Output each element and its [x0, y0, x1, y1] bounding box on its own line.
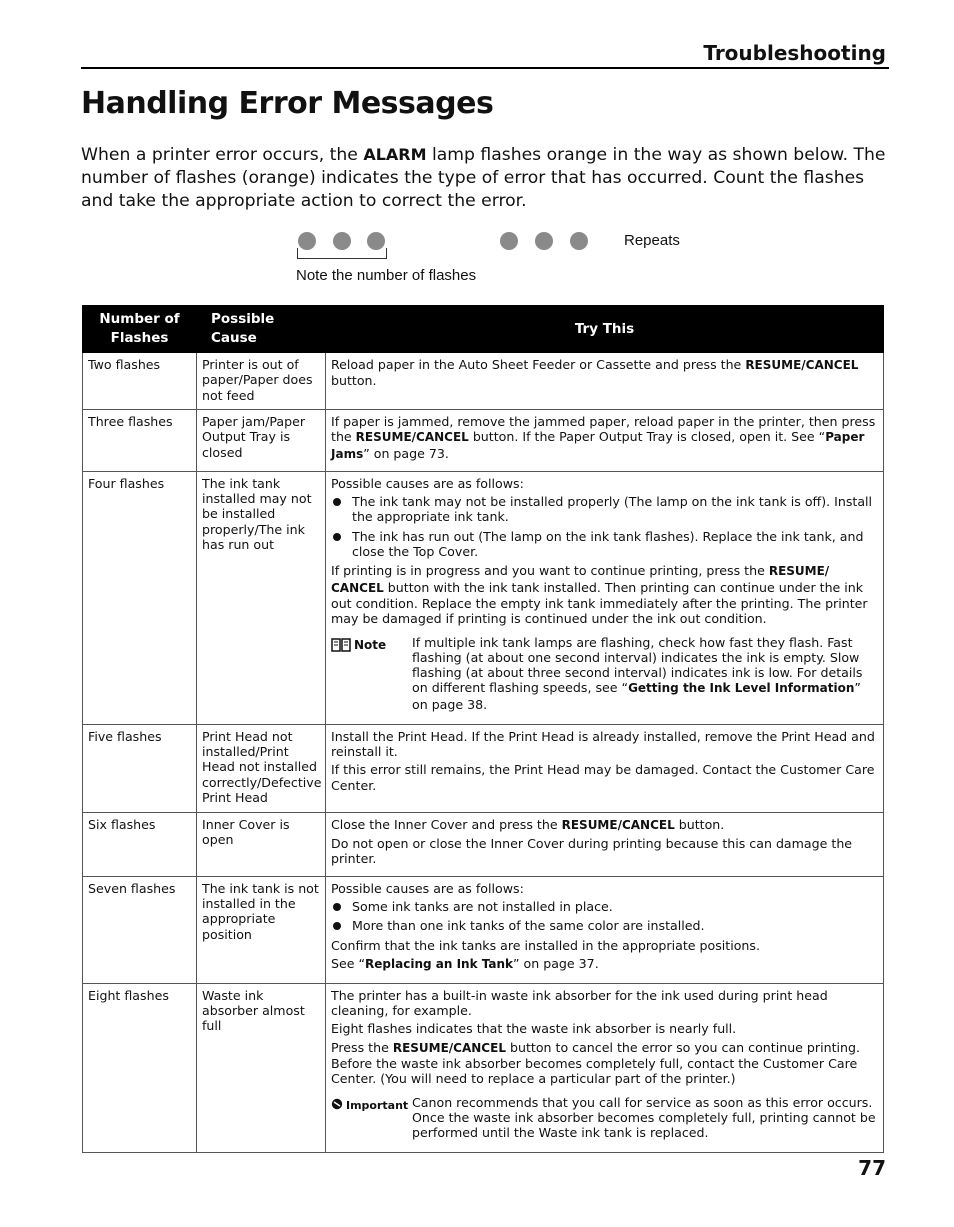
- cross-reference: Paper Jams: [331, 430, 865, 461]
- action-text: Eight flashes indicates that the waste ink absorber is nearly full.: [331, 1021, 737, 1037]
- header-number-of-flashes: Number of Flashes: [83, 306, 197, 353]
- try-this: [326, 812, 884, 876]
- possible-cause: Waste ink absorber almost full: [197, 983, 326, 1152]
- table-row: [83, 724, 884, 812]
- flash-count: Five flashes: [83, 724, 197, 812]
- count-bracket: [297, 248, 387, 259]
- intro-text-start: When a printer error occurs, the: [81, 145, 364, 165]
- note-label: Note: [354, 637, 387, 652]
- note-callout: [331, 635, 878, 712]
- list-item: Some ink tanks are not installed in place.: [331, 899, 878, 914]
- try-this: [326, 410, 884, 472]
- text: ” on page 38.: [412, 680, 861, 712]
- table-row: [83, 410, 884, 472]
- important-tag: [331, 1095, 412, 1141]
- possible-cause: Inner Cover is open: [197, 812, 326, 876]
- flash-dot: [500, 232, 518, 250]
- possible-cause: Print Head not installed/Print Head not installed correctly/Defective Print Head: [197, 724, 326, 812]
- action-text: [331, 563, 878, 626]
- text: Reload paper in the Auto Sheet Feeder or Cassette and press the: [331, 357, 746, 372]
- action-text: Do not open or close the Inner Cover during printing because this can damage the printer.: [331, 836, 853, 867]
- list-item: More than one ink tanks of the same color are installed.: [331, 918, 878, 933]
- text: button.: [674, 816, 725, 832]
- text: Press the: [331, 1039, 393, 1055]
- action-text: If this error still remains, the Print Head may be damaged. Contact the Customer Care Center.: [331, 762, 875, 793]
- important-callout: [331, 1095, 878, 1141]
- action-text: [331, 956, 878, 972]
- text: If multiple ink tank lamps are flashing, check how fast they flash. Fast flashing (at about one second interval) indicates the ink is empty. Slow flashing (at about three second interval) indicates ink is low. For details on different flashing speeds, see “: [412, 634, 863, 696]
- flash-count: Six flashes: [83, 812, 197, 876]
- text: button. If the Paper Output Tray is closed, open it. See “: [468, 429, 826, 445]
- button-name: RESUME/CANCEL: [561, 817, 675, 832]
- button-name: RESUME/ CANCEL: [331, 564, 830, 595]
- cross-reference: Replacing an Ink Tank: [365, 956, 513, 971]
- table-header-row: [83, 306, 884, 353]
- cause-list: [331, 494, 878, 559]
- text: If paper is jammed, remove the jammed paper, reload paper in the printer, then press the: [331, 414, 876, 445]
- note-flashes-label: Note the number of flashes: [296, 267, 477, 284]
- alarm-lamp-name: ALARM: [363, 145, 427, 164]
- text: ” on page 37.: [513, 955, 599, 971]
- cause-list: [331, 899, 878, 934]
- note-tag: [331, 635, 412, 712]
- action-text: [331, 414, 878, 462]
- action-text: Possible causes are as follows:: [331, 880, 524, 896]
- important-label: Important: [346, 1098, 409, 1112]
- try-this: [326, 983, 884, 1152]
- text: ” on page 73.: [363, 445, 449, 461]
- possible-cause: Printer is out of paper/Paper does not feed: [197, 353, 326, 410]
- list-item: The ink has run out (The lamp on the ink tank flashes). Replace the ink tank, and close the Top Cover.: [331, 529, 878, 560]
- button-name: RESUME/CANCEL: [745, 358, 859, 372]
- action-text: Possible causes are as follows:: [331, 475, 524, 491]
- text: See “: [331, 955, 366, 971]
- possible-cause: The ink tank installed may not be installed properly/The ink has run out: [197, 471, 326, 724]
- table-row: [83, 471, 884, 724]
- possible-cause: The ink tank is not installed in the appropriate position: [197, 876, 326, 983]
- header-try-this: Try This: [326, 306, 884, 353]
- warning-icon: [331, 1098, 343, 1110]
- button-name: RESUME/CANCEL: [355, 430, 469, 445]
- text: button with the ink tank installed. Then printing can continue under the ink out condition. Replace the empty ink tank immediately after the printing. The printer may be damaged if printing is continued under the ink out condition.: [331, 579, 868, 627]
- action-text: [331, 1040, 878, 1087]
- flash-dot: [570, 232, 588, 250]
- cross-reference: Getting the Ink Level Information: [628, 681, 855, 696]
- text: button.: [331, 373, 377, 389]
- flash-dot: [535, 232, 553, 250]
- intro-paragraph: [81, 143, 891, 213]
- flash-count: Eight flashes: [83, 983, 197, 1152]
- possible-cause: Paper jam/Paper Output Tray is closed: [197, 410, 326, 472]
- text: button to cancel the error so you can continue printing. Before the waste ink absorber becomes completely full, contact the Customer Care Center. (You will need to replace a particular part of the printer.): [331, 1039, 860, 1087]
- page-title: Handling Error Messages: [81, 86, 494, 121]
- list-item: The ink tank may not be installed properly (The lamp on the ink tank is off). Install the appropriate ink tank.: [331, 494, 878, 525]
- action-text: [331, 817, 878, 833]
- header-possible-cause: Possible Cause: [197, 306, 326, 353]
- section-title: Troubleshooting: [703, 41, 886, 65]
- important-text: Canon recommends that you call for service as soon as this error occurs. Once the waste ink absorber becomes completely full, printing cannot be performed until the Waste ink tank is replaced.: [412, 1094, 876, 1141]
- error-table: [82, 305, 884, 1153]
- try-this: [326, 876, 884, 983]
- flash-count: Two flashes: [83, 353, 197, 410]
- action-text: Install the Print Head. If the Print Head is already installed, remove the Print Head and reinstall it.: [331, 728, 875, 760]
- try-this: [326, 724, 884, 812]
- try-this: [326, 471, 884, 724]
- table-row: [83, 812, 884, 876]
- action-text: [331, 357, 878, 389]
- table-row: [83, 983, 884, 1152]
- text: Close the Inner Cover and press the: [331, 816, 562, 832]
- flash-count: Seven flashes: [83, 876, 197, 983]
- action-text: The printer has a built-in waste ink absorber for the ink used during print head cleaning, for example.: [331, 987, 828, 1019]
- table-row: [83, 876, 884, 983]
- header-rule: [81, 67, 889, 69]
- try-this: [326, 353, 884, 410]
- page-number: 77: [858, 1156, 886, 1180]
- repeats-label: Repeats: [624, 232, 680, 249]
- book-icon: [331, 638, 351, 652]
- text: If printing is in progress and you want to continue printing, press the: [331, 563, 769, 579]
- action-text: Confirm that the ink tanks are installed in the appropriate positions.: [331, 937, 760, 953]
- flash-count: Three flashes: [83, 410, 197, 472]
- note-text: [412, 635, 878, 712]
- button-name: RESUME/CANCEL: [392, 1040, 506, 1055]
- intro-text-end: lamp flashes orange in the way as shown below. The number of flashes (orange) indicates the type of error that has occurred. Count the flashes and take the appropriate action to correct the error.: [81, 145, 886, 211]
- table-row: [83, 353, 884, 410]
- flash-count: Four flashes: [83, 471, 197, 724]
